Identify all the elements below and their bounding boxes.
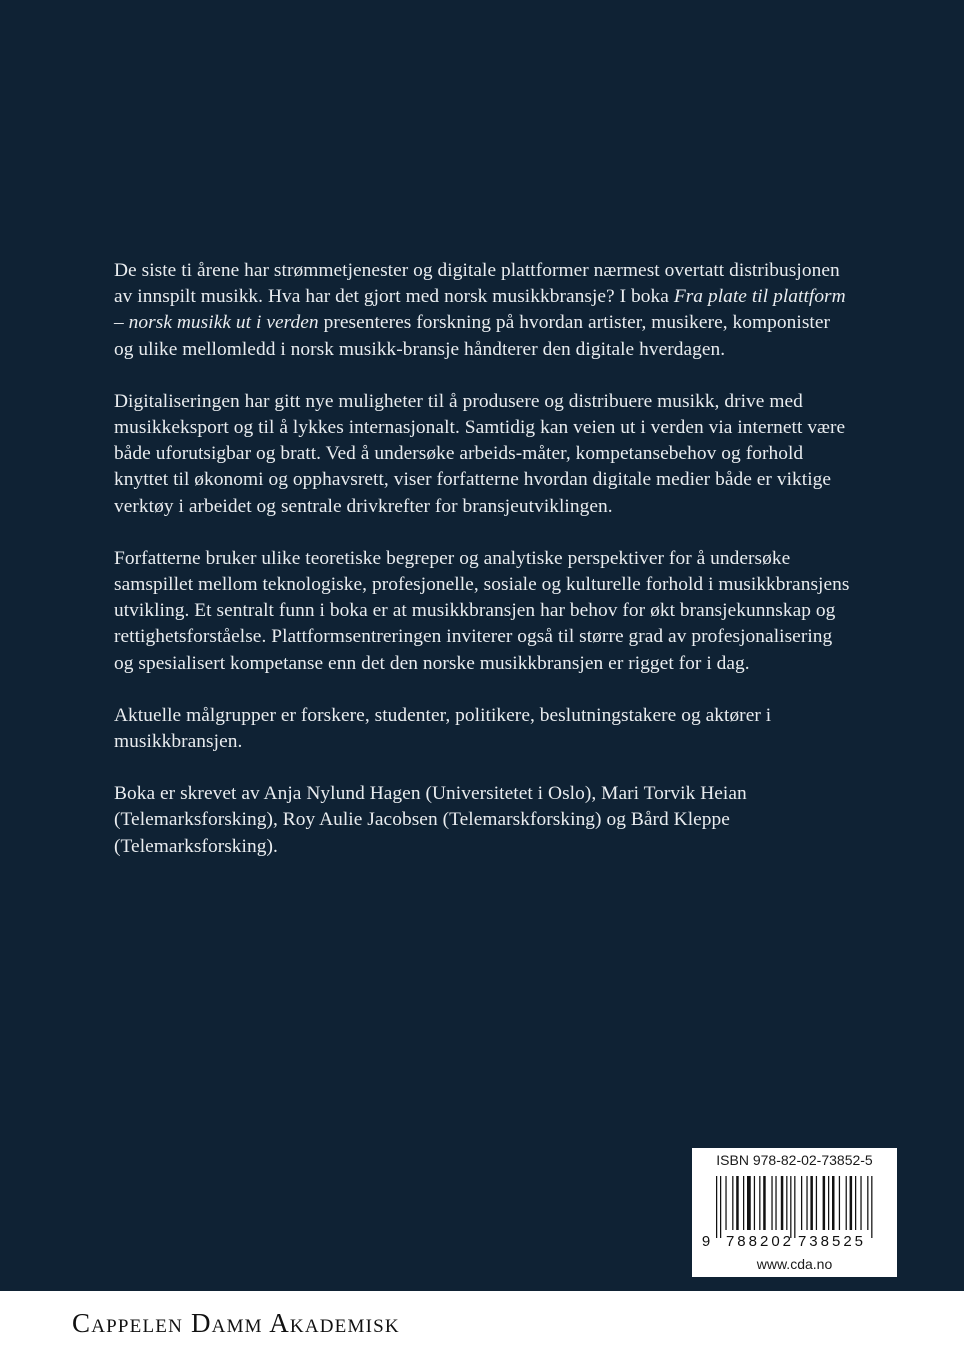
barcode-bar: [855, 1176, 856, 1230]
blurb-paragraph-3: Forfatterne bruker ulike teoretiske begreper og analytiske perspektiver for å undersøke samspillet mellom teknologiske, profesjonelle, sosiale og kulturelle forhold i musikkbransjens utvikling. Et sentralt funn i boka er at musikkbransjen har behov for økt bransjekunnskap og rettighetsforståelse. Plattformsentreringen inviterer også til større grad av profesjonalisering og spesialisert kompetanse enn det den norske musikkbransjen er rigget for i dag.: [114, 547, 850, 674]
website-url: www.cda.no: [692, 1253, 897, 1277]
barcode-bar: [763, 1176, 766, 1230]
barcode-bar: [747, 1176, 751, 1230]
blurb-paragraph-4: Aktuelle målgrupper er forskere, studenter, politikere, beslutningstakere og aktører i musikkbransjen.: [114, 704, 772, 753]
barcode-bar: [823, 1176, 826, 1230]
blurb-paragraph-5: Boka er skrevet av Anja Nylund Hagen (Universitetet i Oslo), Mari Torvik Heian (Telemarksforsking), Roy Aulie Jacobsen (Telemarskforsking) og Bård Kleppe (Telemarksforsking).: [114, 783, 747, 857]
barcode-bar: [794, 1176, 795, 1238]
barcode-bar: [771, 1176, 772, 1230]
barcode-bar: [810, 1176, 813, 1230]
barcode-right-digits: 738525: [797, 1233, 867, 1250]
publisher-logo: Cappelen Damm Akademisk: [72, 1308, 400, 1338]
barcode-bar: [736, 1176, 739, 1230]
barcode-bar: [871, 1176, 872, 1238]
barcode-bar: [725, 1176, 726, 1230]
barcode-bar: [716, 1176, 717, 1238]
barcode-bar: [860, 1176, 861, 1230]
cover-blurb: [114, 258, 854, 886]
barcode-bar: [846, 1176, 847, 1230]
barcode-bar: [732, 1176, 733, 1230]
barcode-bar: [828, 1176, 829, 1230]
barcode-bar: [839, 1176, 840, 1230]
barcode-bar: [759, 1176, 760, 1230]
blurb-paragraph-2: Digitaliseringen har gitt nye muligheter til å produsere og distribuere musikk, drive med musikkeksport og til å lykkes internasjonalt. Samtidig kan veien ut i verden via internett være både uforutsigbar og bratt. Ved å undersøke arbeids-måter, kompetansebehov og forhold knyttet til økonomi og opphavsrett, viser forfatterne hvordan digitale medier både er viktige verktøy i arbeidet og sentrale drivkrefter for bransjeutviklingen.: [114, 390, 846, 517]
isbn-label: ISBN 978-82-02-73852-5: [716, 1152, 873, 1168]
barcode-first-digit: 9: [701, 1233, 711, 1250]
blurb-text: De siste ti årene har strømmetjenester og digitale plattformer nærmest overtatt distribusjonen av innspilt musikk. Hva har det gjort med norsk musikkbransje? I boka: [114, 260, 840, 308]
barcode-bar: [806, 1176, 807, 1230]
barcode-left-digits: 788202: [725, 1233, 795, 1250]
blurb-paragraph-1: [114, 258, 854, 363]
barcode-bar: [790, 1176, 791, 1238]
barcode-bar: [754, 1176, 755, 1230]
barcode: [692, 1148, 897, 1253]
barcode-bar: [850, 1176, 853, 1230]
book-title: Fra plate til plattform – norsk musikk ut i verden: [114, 286, 846, 334]
barcode-bar: [832, 1176, 835, 1230]
barcode-bar: [781, 1176, 784, 1230]
barcode-bar: [786, 1176, 787, 1230]
barcode-bar: [720, 1176, 721, 1238]
barcode-bar: [816, 1176, 817, 1230]
barcode-bar: [775, 1176, 776, 1230]
barcode-bar: [867, 1176, 868, 1230]
barcode-bar: [801, 1176, 802, 1230]
barcode-bar: [743, 1176, 744, 1230]
blurb-text: presenteres forskning på hvordan artister, musikere, komponister og ulike mellomledd i norsk musikk-bransje håndterer den digitale hverdagen.: [114, 312, 831, 360]
